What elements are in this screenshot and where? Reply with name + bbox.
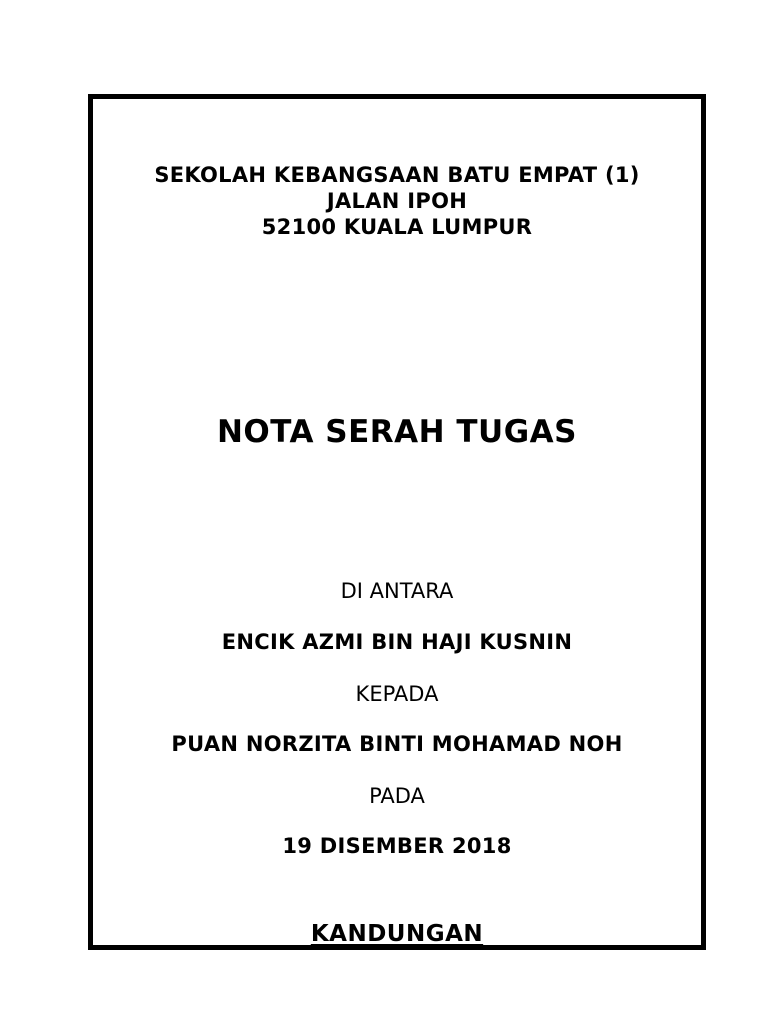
to-person-name: PUAN NORZITA BINTI MOHAMAD NOH [171, 732, 623, 756]
on-label: PADA [369, 784, 425, 808]
between-label: DI ANTARA [340, 579, 454, 603]
from-person-name: ENCIK AZMI BIN HAJI KUSNIN [221, 630, 573, 654]
contents-heading: KANDUNGAN [310, 921, 484, 947]
to-label: KEPADA [355, 682, 439, 706]
school-postcode-city: 52100 KUALA LUMPUR [261, 215, 533, 239]
school-name: SEKOLAH KEBANGSAAN BATU EMPAT (1) [154, 163, 640, 187]
document-border-frame [88, 94, 706, 950]
school-street: JALAN IPOH [326, 189, 468, 213]
document-title: NOTA SERAH TUGAS [216, 414, 577, 450]
handover-date: 19 DISEMBER 2018 [282, 834, 512, 858]
